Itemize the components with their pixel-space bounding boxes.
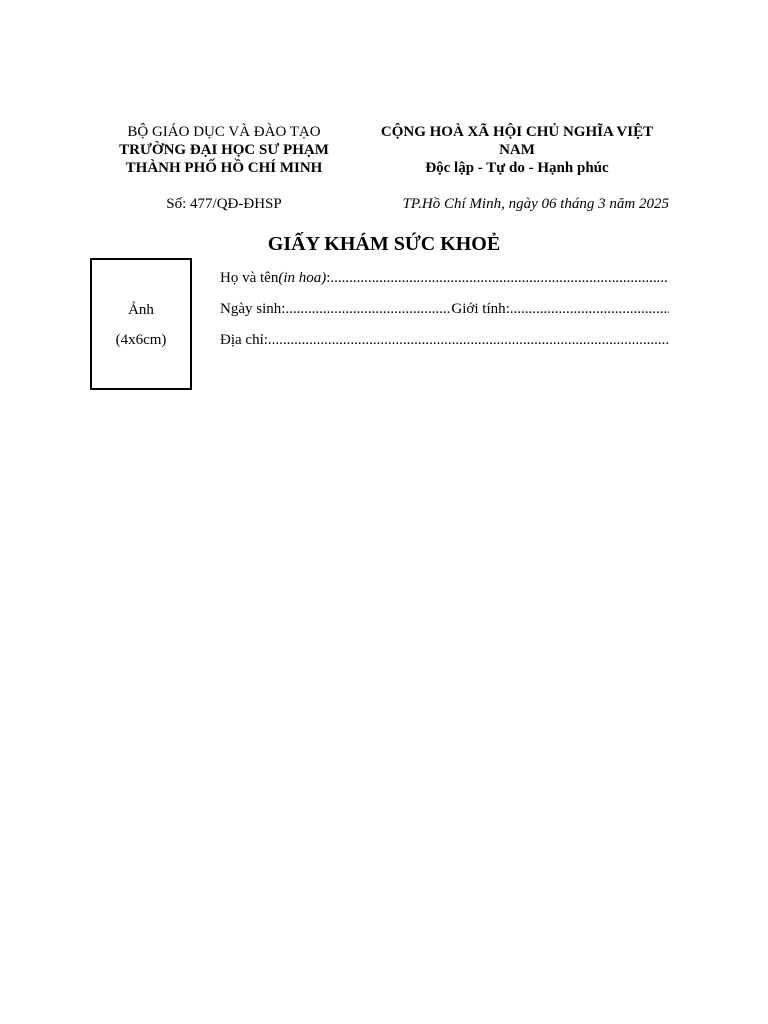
- birth-date-label: Ngày sinh:: [220, 301, 286, 317]
- national-header: [372, 123, 662, 177]
- photo-placeholder: [90, 258, 192, 390]
- full-name-hint: (in hoa): [278, 270, 327, 286]
- birth-date-blank: [285, 300, 451, 318]
- republic-name-line2: NAM: [499, 142, 535, 158]
- republic-name-line1: CỘNG HOÀ XÃ HỘI CHỦ NGHĨA VIỆT: [380, 124, 654, 140]
- gender-label: Giới tính:: [451, 301, 510, 317]
- address-blank: [268, 331, 669, 349]
- address-label: Địa chỉ:: [220, 332, 268, 348]
- full-name-colon: :: [326, 270, 331, 286]
- full-name-blank: [330, 269, 669, 287]
- document-number: Số: 477/QĐ-ĐHSP: [166, 196, 282, 212]
- birth-gender-field: [220, 300, 669, 318]
- address-field: [220, 331, 669, 349]
- full-name-label: Họ và tên: [220, 270, 279, 286]
- issuer-header: [104, 123, 344, 177]
- gender-blank: [510, 300, 669, 318]
- document-date: TP.Hồ Chí Minh, ngày 06 tháng 3 năm 2025: [402, 196, 669, 212]
- university-name-line1: TRƯỜNG ĐẠI HỌC SƯ PHẠM: [119, 142, 329, 158]
- document-title: GIẤY KHÁM SỨC KHOẺ: [267, 233, 501, 255]
- university-name-line2: THÀNH PHỐ HỒ CHÍ MINH: [125, 160, 323, 176]
- full-name-field: [220, 269, 669, 287]
- national-motto: Độc lập - Tự do - Hạnh phúc: [425, 160, 609, 176]
- ministry-name: BỘ GIÁO DỤC VÀ ĐÀO TẠO: [127, 124, 321, 140]
- photo-size: (4x6cm): [115, 332, 167, 348]
- photo-label: Ảnh: [128, 302, 154, 318]
